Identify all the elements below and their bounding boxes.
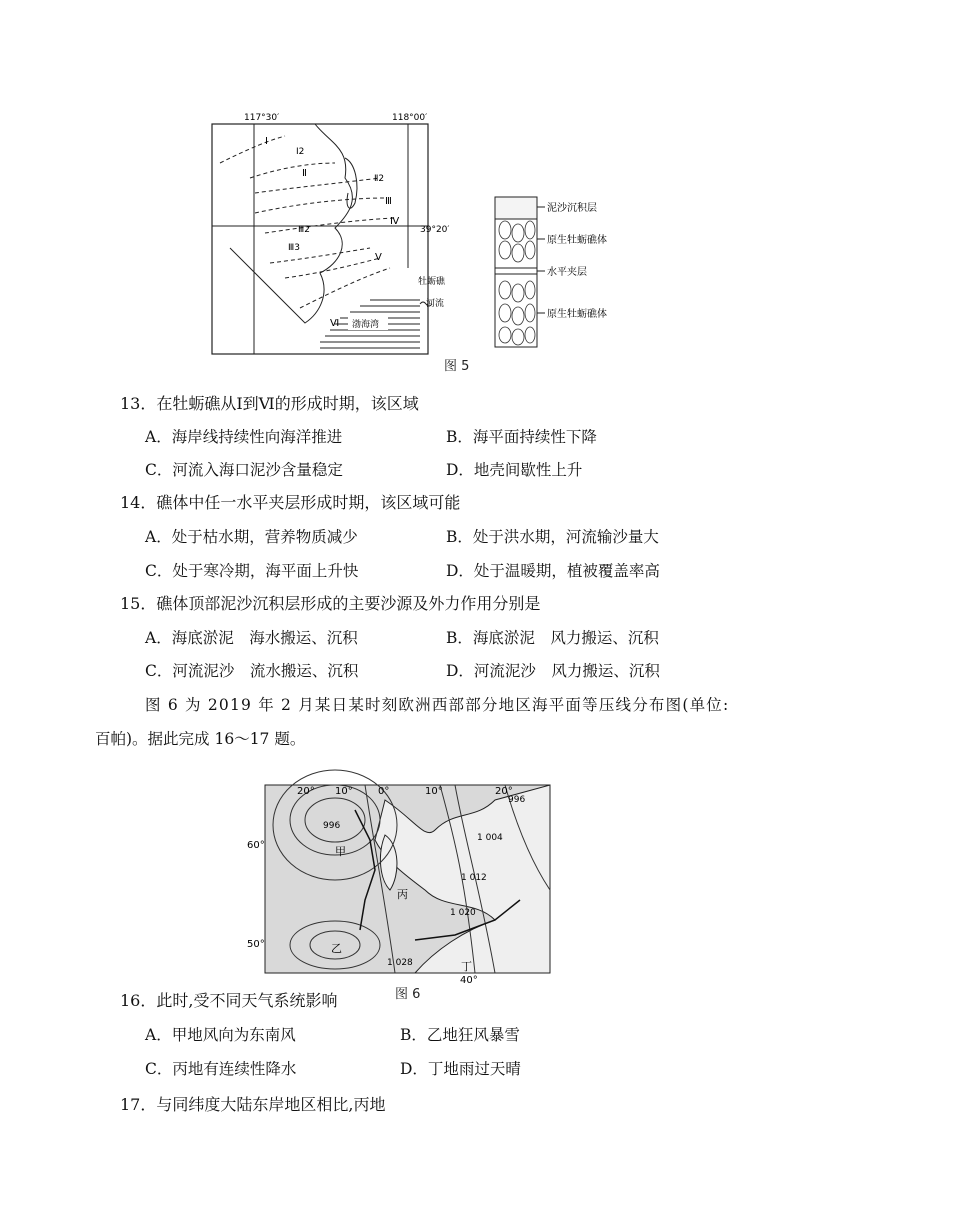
- ridge-label: Ⅲ3: [288, 243, 300, 253]
- figure6-caption: 图 6: [395, 987, 421, 1002]
- strat-column: [490, 195, 640, 355]
- option-b: B．处于洪水期，河流输沙量大: [446, 528, 659, 546]
- place-label: 甲: [335, 845, 346, 858]
- option-d: D．河流泥沙 风力搬运、沉积: [446, 662, 660, 680]
- ridge-label: Ⅰ2: [296, 147, 305, 157]
- lon-label: 20°: [495, 786, 513, 797]
- lat-label: 60°: [247, 840, 265, 851]
- question-stem: 15．礁体顶部泥沙沉积层形成的主要沙源及外力作用分别是: [120, 594, 541, 613]
- question-stem: 13．在牡蛎礁从Ⅰ到Ⅵ的形成时期，该区域: [120, 394, 419, 413]
- ridge-label: Ⅲ: [385, 196, 392, 207]
- option-a: A．海岸线持续性向海洋推进: [145, 428, 343, 446]
- option-c: C．河流入海口泥沙含量稳定: [145, 461, 343, 479]
- figure5-caption: 图 5: [444, 359, 470, 374]
- option-d: D．处于温暖期，植被覆盖率高: [446, 562, 660, 580]
- intro-line2: 百帕)。据此完成 16～17 题。: [95, 730, 306, 748]
- option-d: D．地壳间歇性上升: [446, 461, 583, 479]
- option-a: A．海底淤泥 海水搬运、沉积: [145, 629, 358, 647]
- oyster-legend: 牡蛎礁: [418, 277, 446, 287]
- option-d: D．丁地雨过天晴: [400, 1060, 521, 1078]
- question-stem: 16．此时,受不同天气系统影响: [120, 991, 338, 1010]
- ridge-label: Ⅵ: [330, 318, 340, 329]
- river-legend: 河流: [426, 299, 445, 309]
- option-c: C．处于寒冷期，海平面上升快: [145, 562, 359, 580]
- option-a: A．甲地风向为东南风: [145, 1026, 296, 1044]
- place-label: 丁: [461, 960, 472, 973]
- lon-label: 20°: [297, 786, 315, 797]
- lon-label: 10°: [335, 786, 353, 797]
- isobar-label: 1 004: [477, 833, 503, 843]
- option-b: B．乙地狂风暴雪: [400, 1026, 520, 1044]
- ridge-label: Ⅱ: [302, 168, 307, 179]
- ridge-label: Ⅱ2: [374, 174, 385, 184]
- lon-left-label: 117°30′: [244, 113, 280, 123]
- option-c: C．丙地有连续性降水: [145, 1060, 297, 1078]
- option-b: B．海底淤泥 风力搬运、沉积: [446, 629, 659, 647]
- figure6-map: [247, 780, 555, 986]
- lat-label: 39°20′: [420, 225, 450, 235]
- place-label: 丙: [397, 888, 408, 901]
- strat-layer-label: 水平夹层: [547, 267, 587, 278]
- lon-label: 10°: [425, 786, 443, 797]
- ridge-label: Ⅳ: [390, 216, 400, 227]
- lon-right-label: 118°00′: [392, 113, 428, 123]
- strat-layer-label: 原生牡蛎礁体: [547, 309, 607, 320]
- isobar-label: 1 028: [387, 958, 413, 968]
- intro-line1: 图 6 为 2019 年 2 月某日某时刻欧洲西部部分地区海平面等压线分布图(单位:: [145, 696, 730, 714]
- ridge-label: Ⅲ2: [298, 225, 310, 235]
- isobar-label: 996: [508, 795, 526, 805]
- option-c: C．河流泥沙 流水搬运、沉积: [145, 662, 359, 680]
- strat-layer-label: 原生牡蛎礁体: [547, 235, 607, 246]
- ridge-label: Ⅴ: [375, 252, 382, 263]
- isobar-label: 1 012: [461, 873, 487, 883]
- lat-label: 50°: [247, 939, 265, 950]
- option-b: B．海平面持续性下降: [446, 428, 597, 446]
- strat-layer-label: 泥沙沉积层: [547, 203, 597, 214]
- option-a: A．处于枯水期，营养物质减少: [145, 528, 358, 546]
- isobar-label: 996: [323, 821, 341, 831]
- figure5-map: [210, 108, 460, 358]
- lon-label: 0°: [378, 786, 390, 797]
- question-stem: 14．礁体中任一水平夹层形成时期，该区域可能: [120, 493, 461, 512]
- question-stem: 17．与同纬度大陆东岸地区相比,丙地: [120, 1095, 386, 1114]
- sea-label: 渤海湾: [352, 320, 380, 330]
- place-label: 乙: [331, 942, 342, 955]
- ridge-label: Ⅰ: [265, 136, 268, 147]
- lon-label: 40°: [460, 975, 478, 986]
- isobar-label: 1 020: [450, 908, 476, 918]
